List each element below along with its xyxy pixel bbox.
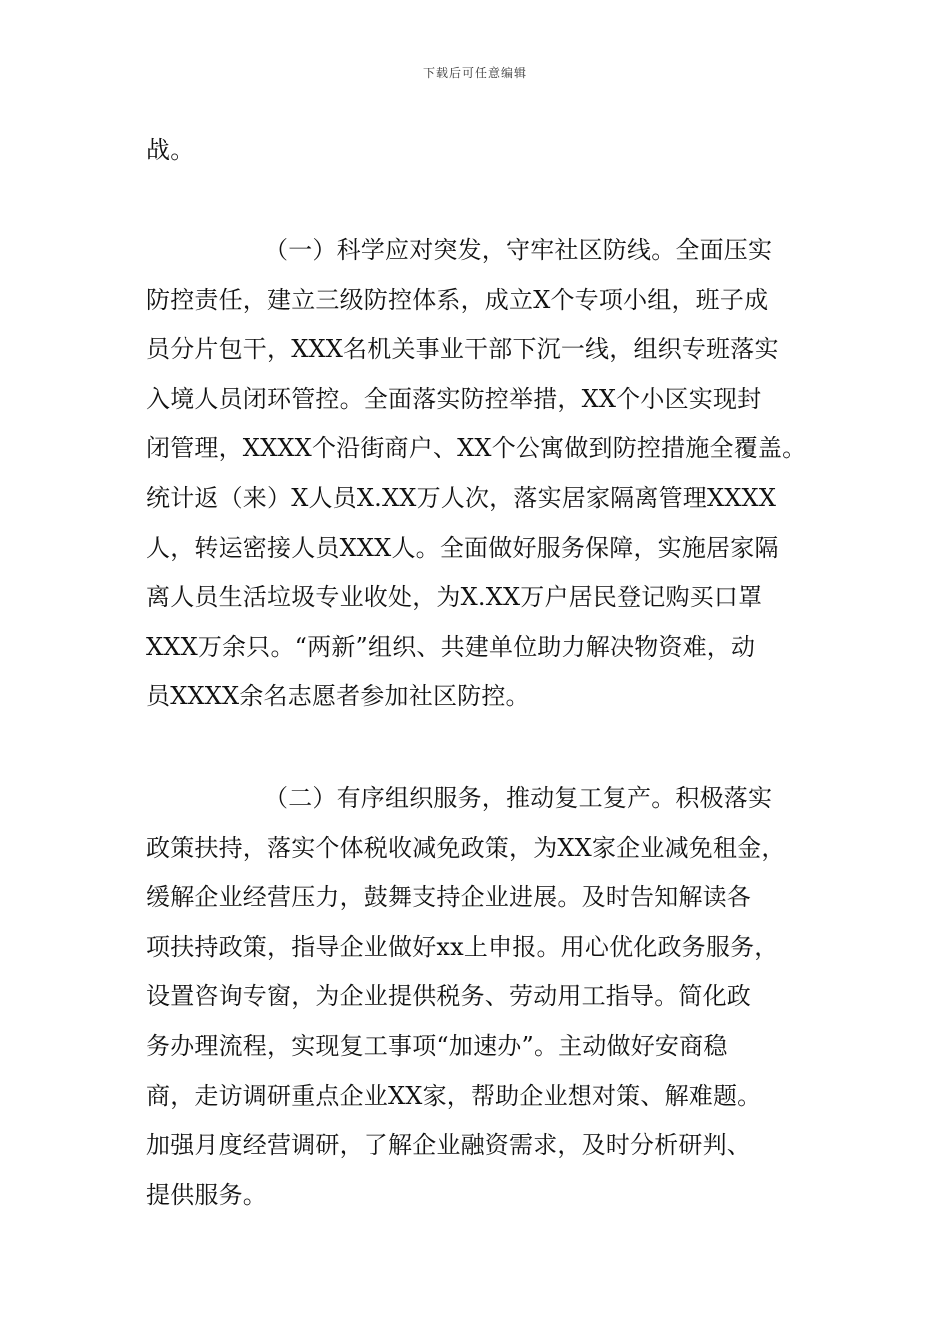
text-line: 员XXXX余名志愿者参加社区防控。 bbox=[146, 682, 530, 711]
page-header: 下载后可任意编辑 bbox=[422, 66, 527, 80]
paragraph-section-2 bbox=[146, 774, 826, 1220]
text-line: 设置咨询专窗，为企业提供税务、劳动用工指导。简化政 bbox=[146, 982, 751, 1011]
text-line: 防控责任，建立三级防控体系，成立X个专项小组，班子成 bbox=[146, 285, 769, 314]
text-line: 务办理流程，实现复工事项“加速办”。主动做好安商稳 bbox=[146, 1031, 728, 1060]
paragraph-section-1 bbox=[146, 226, 826, 722]
text-line: 入境人员闭环管控。全面落实防控举措，XX个小区实现封 bbox=[146, 384, 762, 413]
text-line: 人，转运密接人员XXX人。全面做好服务保障，实施居家隔 bbox=[146, 533, 779, 562]
text-line: 员分片包干，XXX名机关事业干部下沉一线，组织专班落实 bbox=[146, 335, 779, 364]
text-line: （一）科学应对突发，守牢社区防线。全面压实 bbox=[264, 236, 773, 264]
text-line: 统计返（来）X人员X.XX万人次，落实居家隔离管理XXXX bbox=[146, 483, 777, 512]
paragraph-continuation bbox=[146, 126, 826, 176]
text-line: 项扶持政策，指导企业做好xx上申报。用心优化政务服务， bbox=[146, 932, 779, 961]
text-line: 政策扶持，落实个体税收减免政策，为XX家企业减免租金， bbox=[146, 833, 786, 862]
text-line: 提供服务。 bbox=[146, 1180, 267, 1209]
text-line: 战。 bbox=[146, 136, 195, 164]
text-line: 离人员生活垃圾专业收处，为X.XX万户居民登记购买口罩 bbox=[146, 583, 763, 612]
text-line: XXX万余只。“两新”组织、共建单位助力解决物资难，动 bbox=[146, 632, 756, 661]
text-line: 加强月度经营调研，了解企业融资需求，及时分析研判、 bbox=[146, 1131, 751, 1160]
text-line: （二）有序组织服务，推动复工复产。积极落实 bbox=[264, 784, 773, 812]
text-line: 缓解企业经营压力，鼓舞支持企业进展。及时告知解读各 bbox=[146, 883, 751, 912]
text-line: 商，走访调研重点企业XX家，帮助企业想对策、解难题。 bbox=[146, 1081, 762, 1110]
text-line: 闭管理，XXXX个沿街商户、XX个公寓做到防控措施全覆盖。 bbox=[146, 434, 807, 463]
